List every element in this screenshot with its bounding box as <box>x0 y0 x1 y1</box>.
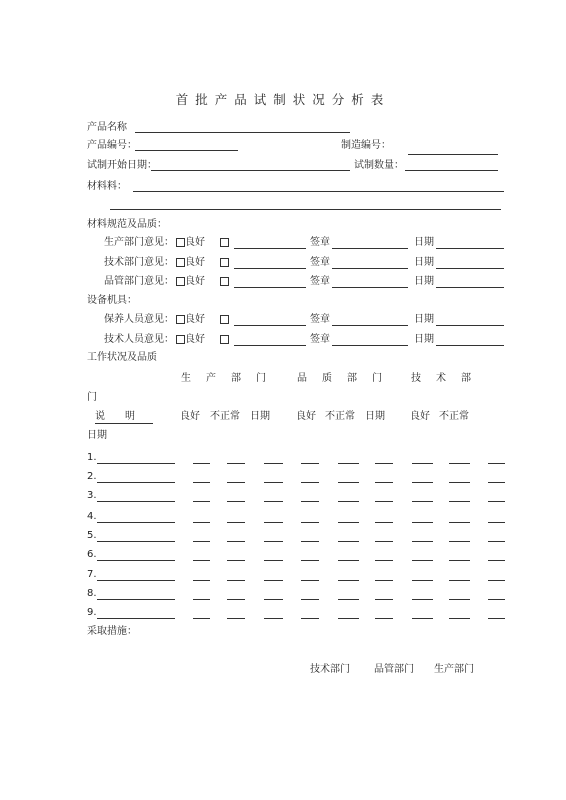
entry-line <box>449 522 470 523</box>
good-header: 良好 <box>410 411 430 422</box>
good-label: 良好 <box>185 334 205 345</box>
opinion-line <box>234 287 306 288</box>
entry-line <box>338 580 359 581</box>
entry-line <box>412 560 433 561</box>
row-number: 9. <box>87 607 97 618</box>
entry-line <box>264 618 283 619</box>
date-label: 日期 <box>414 276 434 287</box>
entry-line <box>301 541 319 542</box>
dept-technical: 技术部 <box>411 373 486 384</box>
entry-line <box>449 482 470 483</box>
option-checkbox[interactable] <box>220 277 229 286</box>
opinion-line <box>234 325 306 326</box>
entry-line <box>449 463 470 464</box>
entry-line <box>488 580 505 581</box>
opinion-line <box>234 268 306 269</box>
entry-line <box>375 482 393 483</box>
entry-line <box>193 599 210 600</box>
date-line <box>436 345 504 346</box>
entry-line <box>264 501 283 502</box>
entry-line <box>375 599 393 600</box>
signature-production: 生产部门 <box>434 664 474 675</box>
good-label: 良好 <box>185 314 205 325</box>
entry-line <box>301 599 319 600</box>
material-section-heading: 材料规范及品质： <box>87 219 167 230</box>
entry-line <box>301 618 319 619</box>
entry-line <box>264 522 283 523</box>
product-no-label: 产品编号： <box>87 140 137 151</box>
entry-line <box>375 580 393 581</box>
product-name-label: 产品名称 <box>87 122 127 133</box>
good-checkbox[interactable] <box>176 238 185 247</box>
entry-line <box>375 541 393 542</box>
entry-line <box>488 599 505 600</box>
description-line <box>97 599 175 600</box>
date-header: 日期 <box>250 411 270 422</box>
date-line <box>436 325 504 326</box>
entry-line <box>488 482 505 483</box>
description-line <box>97 580 175 581</box>
description-line <box>97 501 175 502</box>
row-number: 7. <box>87 569 97 580</box>
entry-line <box>264 560 283 561</box>
row-label: 保养人员意见： <box>104 314 174 325</box>
entry-line <box>193 501 210 502</box>
entry-line <box>338 463 359 464</box>
entry-line <box>412 580 433 581</box>
opinion-line <box>234 248 306 249</box>
trial-quantity-line <box>405 170 498 171</box>
date-label: 日期 <box>414 314 434 325</box>
option-checkbox[interactable] <box>220 335 229 344</box>
row-label: 品管部门意见： <box>104 276 174 287</box>
date-line <box>436 287 504 288</box>
description-underline <box>95 423 153 424</box>
description-line <box>97 482 175 483</box>
sign-label: 签章 <box>310 334 330 345</box>
sign-label: 签章 <box>310 276 330 287</box>
description-line <box>97 463 175 464</box>
dept-quality: 品质部门 <box>297 373 397 384</box>
start-date-label: 试制开始日期： <box>87 160 157 171</box>
entry-line <box>488 501 505 502</box>
entry-line <box>227 482 245 483</box>
entry-line <box>375 560 393 561</box>
description-header: 说明 <box>95 411 155 422</box>
description-line <box>97 618 175 619</box>
work-section-heading: 工作状况及品质 <box>87 352 157 363</box>
good-checkbox[interactable] <box>176 258 185 267</box>
date-header: 日期 <box>365 411 385 422</box>
entry-line <box>412 599 433 600</box>
sign-line <box>332 345 408 346</box>
entry-line <box>375 618 393 619</box>
sign-line <box>332 287 408 288</box>
good-label: 良好 <box>185 257 205 268</box>
entry-line <box>264 463 283 464</box>
entry-line <box>338 599 359 600</box>
entry-line <box>488 560 505 561</box>
entry-line <box>301 501 319 502</box>
entry-line <box>227 541 245 542</box>
entry-line <box>412 463 433 464</box>
entry-line <box>488 463 505 464</box>
entry-line <box>488 618 505 619</box>
entry-line <box>227 599 245 600</box>
description-line <box>97 522 175 523</box>
sign-label: 签章 <box>310 314 330 325</box>
entry-line <box>227 618 245 619</box>
row-number: 2. <box>87 471 97 482</box>
date-label: 日期 <box>414 334 434 345</box>
entry-line <box>449 501 470 502</box>
row-number: 5. <box>87 530 97 541</box>
good-label: 良好 <box>185 237 205 248</box>
good-header: 良好 <box>180 411 200 422</box>
manufacture-no-line <box>408 154 498 155</box>
entry-line <box>338 618 359 619</box>
entry-line <box>264 599 283 600</box>
entry-line <box>412 522 433 523</box>
entry-line <box>412 482 433 483</box>
entry-line <box>449 541 470 542</box>
entry-line <box>227 522 245 523</box>
date-row-label: 日期 <box>87 430 107 441</box>
row-number: 6. <box>87 549 97 560</box>
trial-quantity-label: 试制数量： <box>354 160 404 171</box>
product-name-line <box>135 132 350 133</box>
signature-technical: 技术部门 <box>310 664 350 675</box>
entry-line <box>227 580 245 581</box>
entry-line <box>193 482 210 483</box>
entry-line <box>264 482 283 483</box>
entry-line <box>193 541 210 542</box>
page-title: 首批产品试制状况分析表 <box>175 92 391 107</box>
good-label: 良好 <box>185 276 205 287</box>
row-label: 生产部门意见： <box>104 237 174 248</box>
entry-line <box>375 522 393 523</box>
entry-line <box>449 560 470 561</box>
date-line <box>436 248 504 249</box>
entry-line <box>412 501 433 502</box>
good-checkbox[interactable] <box>176 277 185 286</box>
entry-line <box>338 501 359 502</box>
sign-label: 签章 <box>310 237 330 248</box>
good-checkbox[interactable] <box>176 335 185 344</box>
entry-line <box>488 522 505 523</box>
manufacture-no-label: 制造编号： <box>341 140 391 151</box>
sign-line <box>332 268 408 269</box>
entry-line <box>375 463 393 464</box>
material-line-1 <box>133 191 504 192</box>
description-line <box>97 541 175 542</box>
equipment-section-heading: 设备机具： <box>87 295 137 306</box>
option-checkbox[interactable] <box>220 238 229 247</box>
entry-line <box>338 560 359 561</box>
abnormal-header: 不正常 <box>210 411 240 422</box>
entry-line <box>193 618 210 619</box>
abnormal-header: 不正常 <box>439 411 469 422</box>
signature-quality: 品管部门 <box>374 664 414 675</box>
entry-line <box>301 482 319 483</box>
entry-line <box>193 522 210 523</box>
entry-line <box>338 541 359 542</box>
material-line-2 <box>110 209 501 210</box>
sign-line <box>332 248 408 249</box>
entry-line <box>227 560 245 561</box>
measures-label: 采取措施： <box>87 626 137 637</box>
description-line <box>97 560 175 561</box>
entry-line <box>338 482 359 483</box>
date-label: 日期 <box>414 257 434 268</box>
abnormal-header: 不正常 <box>325 411 355 422</box>
entry-line <box>412 541 433 542</box>
entry-line <box>193 463 210 464</box>
entry-line <box>488 541 505 542</box>
entry-line <box>301 560 319 561</box>
row-label: 技术部门意见： <box>104 257 174 268</box>
sign-label: 签章 <box>310 257 330 268</box>
entry-line <box>449 599 470 600</box>
entry-line <box>338 522 359 523</box>
good-header: 良好 <box>296 411 316 422</box>
entry-line <box>193 580 210 581</box>
row-number: 8. <box>87 588 97 599</box>
entry-line <box>412 618 433 619</box>
option-checkbox[interactable] <box>220 258 229 267</box>
entry-line <box>264 580 283 581</box>
entry-line <box>375 501 393 502</box>
row-number: 1. <box>87 452 97 463</box>
dept-wrap-text: 门 <box>87 392 97 403</box>
entry-line <box>264 541 283 542</box>
date-line <box>436 268 504 269</box>
good-checkbox[interactable] <box>176 315 185 324</box>
opinion-line <box>234 345 306 346</box>
start-date-line <box>151 170 350 171</box>
entry-line <box>227 463 245 464</box>
material-label: 材料料： <box>87 181 127 192</box>
entry-line <box>301 522 319 523</box>
dept-production: 生产部门 <box>181 373 281 384</box>
row-number: 3. <box>87 490 97 501</box>
option-checkbox[interactable] <box>220 315 229 324</box>
row-label: 技术人员意见： <box>104 334 174 345</box>
entry-line <box>301 580 319 581</box>
entry-line <box>449 580 470 581</box>
date-label: 日期 <box>414 237 434 248</box>
entry-line <box>301 463 319 464</box>
entry-line <box>193 560 210 561</box>
sign-line <box>332 325 408 326</box>
row-number: 4. <box>87 511 97 522</box>
product-no-line <box>135 150 238 151</box>
entry-line <box>227 501 245 502</box>
entry-line <box>449 618 470 619</box>
